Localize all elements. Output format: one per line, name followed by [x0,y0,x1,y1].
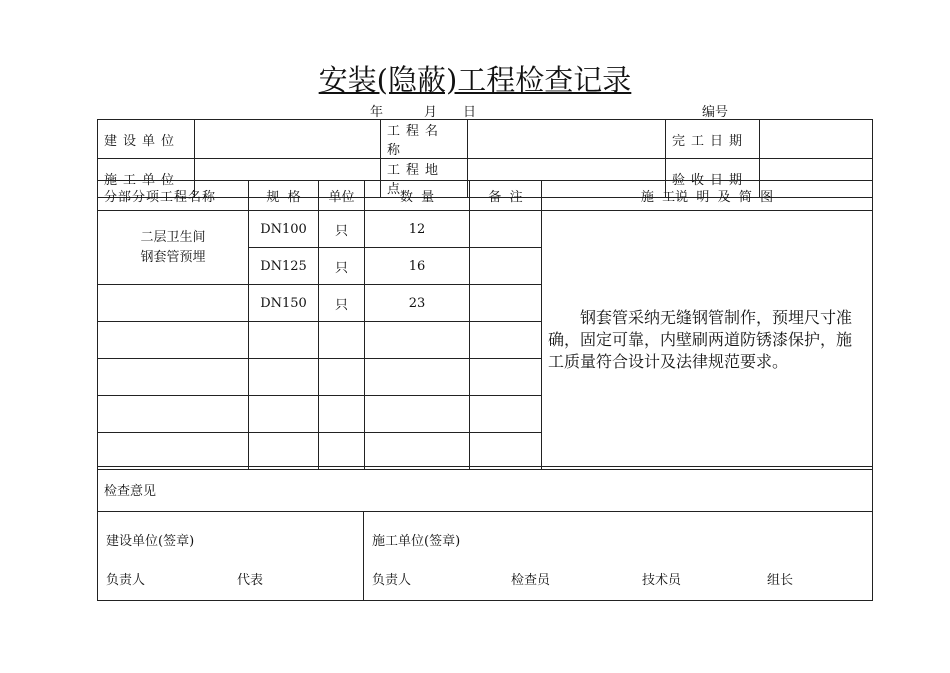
empty-cell[interactable] [319,396,365,433]
acceptance-date-label: 验收日期 [666,159,760,198]
col-sub-project: 分部分项工程名称 [98,181,249,211]
date-month-label: 月 [424,105,438,120]
empty-cell[interactable] [470,433,542,470]
remark-cell[interactable] [470,285,542,322]
empty-cell[interactable] [470,396,542,433]
empty-cell[interactable] [470,322,542,359]
owner-signature-cell[interactable] [98,512,364,601]
inspection-opinion-label[interactable]: 检查意见 [98,467,873,512]
empty-cell[interactable] [365,359,470,396]
empty-cell[interactable] [249,396,319,433]
construction-unit-value[interactable] [195,120,381,159]
construction-unit-label: 建设单位 [98,120,195,159]
owner-person-label: 负责人 [106,573,146,588]
project-name-label: 工程名称 [381,120,468,159]
builder-technician-label: 技术员 [642,573,682,588]
item-name-line1: 二层卫生间 [140,229,206,245]
document-title: 安装(隐蔽)工程检查记录 [318,63,632,97]
empty-cell[interactable] [98,322,249,359]
column-header-row [98,181,873,211]
remark-cell[interactable] [470,211,542,248]
date-year-label: 年 [370,105,384,120]
header-row-1 [98,120,873,159]
builder-leader-label: 组长 [767,573,794,588]
signature-row [98,512,873,601]
opinion-row [98,467,873,512]
spec-cell: DN100 [249,211,319,248]
spec-cell: DN150 [249,285,319,322]
project-name-value[interactable] [468,120,666,159]
col-description: 施 工说 明 及 简 图 [542,181,873,211]
unit-cell: 只 [319,211,365,248]
empty-cell[interactable] [365,396,470,433]
col-unit: 单位 [319,181,365,211]
signature-table [97,466,873,601]
builder-inspector-label: 检查员 [511,573,551,588]
owner-rep-label: 代表 [237,573,264,588]
item-name-line2: 钢套管预埋 [140,249,206,265]
construction-description: 钢套管采纳无缝钢管制作，预埋尺寸准确，固定可靠，内壁刷两道防锈漆保护，施工质量符合设计及法律规范要求。 [542,211,873,470]
col-spec: 规 格 [249,181,319,211]
builder-seal-label: 施工单位(签章) [372,534,461,549]
empty-cell[interactable] [319,359,365,396]
col-remark: 备 注 [470,181,542,211]
builder-person-label: 负责人 [372,573,412,588]
spec-cell: DN125 [249,248,319,285]
empty-cell[interactable] [319,433,365,470]
builder-unit-label: 施工单位 [98,159,195,198]
quantity-cell: 16 [365,248,470,285]
item-name-cell [98,211,249,285]
empty-cell[interactable] [98,433,249,470]
empty-cell[interactable] [249,322,319,359]
unit-cell: 只 [319,285,365,322]
remark-cell[interactable] [470,248,542,285]
date-day-label: 日 [463,105,477,120]
empty-cell[interactable] [319,322,365,359]
completion-date-value[interactable] [760,120,873,159]
table-row [98,211,873,248]
unit-cell: 只 [319,248,365,285]
serial-number-label: 编号 [702,105,729,120]
quantity-cell: 23 [365,285,470,322]
completion-date-label: 完工日期 [666,120,760,159]
item-name-cell[interactable] [98,285,249,322]
owner-seal-label: 建设单位(签章) [106,534,195,549]
empty-cell[interactable] [365,322,470,359]
builder-signature-cell[interactable] [364,512,873,601]
empty-cell[interactable] [249,359,319,396]
project-location-label: 工程地点 [381,159,468,198]
col-quantity: 数 量 [365,181,470,211]
items-table [97,180,873,470]
empty-cell[interactable] [98,359,249,396]
empty-cell[interactable] [249,433,319,470]
empty-cell[interactable] [470,359,542,396]
empty-cell[interactable] [98,396,249,433]
empty-cell[interactable] [365,433,470,470]
quantity-cell: 12 [365,211,470,248]
